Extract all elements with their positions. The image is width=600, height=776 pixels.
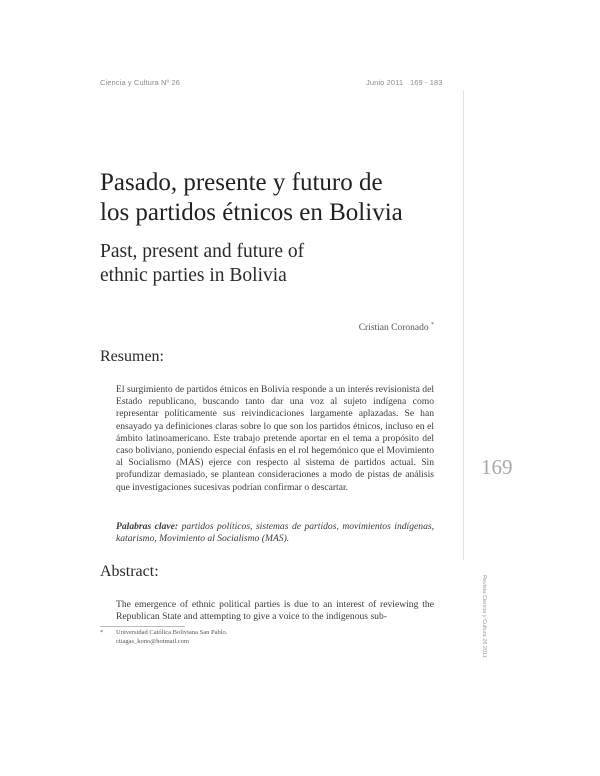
keywords-list: partidos políticos, sistemas de partidos, movimientos indígenas, katarismo, Movimiento al Socialismo (MAS). (116, 521, 434, 545)
title-spanish-line1: Pasado, presente y futuro de (100, 169, 383, 196)
footnote-affiliation: Universidad Católica Boliviana San Pablo. (116, 629, 228, 636)
footnote-mark: * (100, 629, 104, 636)
header-pages: 169 - 183 (410, 78, 443, 87)
journal-vertical-text: Revista Ciencia y Cultura 26 2011 (481, 575, 487, 658)
author-name: Cristian Coronado (358, 323, 429, 334)
footnote-email: ctiagas_kono@hotmail.com (116, 638, 189, 645)
margin-rule (463, 90, 464, 560)
title-english-line1: Past, present and future of (100, 241, 305, 262)
header-date: Junio 2011 (366, 78, 404, 87)
title-spanish-line2: los partidos étnicos en Bolivia (100, 199, 403, 226)
title-english-line2: ethnic parties in Bolivia (100, 265, 287, 286)
keywords-label: Palabras clave: (116, 521, 179, 532)
footnote-rule (100, 626, 185, 627)
journal-header: Ciencia y Cultura Nº 26 (100, 78, 181, 87)
author-footnote-mark: * (431, 322, 434, 328)
abstract-heading: Abstract: (100, 563, 159, 580)
keywords (116, 521, 434, 545)
resumen-text: El surgimiento de partidos étnicos en Bolivia responde a un interés revisionista del Estado republicano, buscando tanto dar una voz al sujeto indígena como representar políticamente sus reivindicaciones largamente aplazadas. Se han ensayado ya definiciones claras sobre lo que son los partidos étnicos, incluso en el ámbito latinoamericano. Este trabajo pretende aportar en el tema a propósito del caso boliviano, poniendo especial énfasis en el rol hegemónico que el Movimiento al Socialismo (MAS) ejerce con respecto al sistema de partidos actual. Sin profundizar demasiado, se plantean consideraciones a modo de pistas de análisis que investigaciones sucesivas podrían confirmar o descartar. (116, 384, 434, 493)
abstract-text: The emergence of ethnic political parties is due to an interest of reviewing the Republican State and attempting to give a voice to the indigenous sub- (116, 599, 434, 623)
author (300, 322, 434, 333)
page-number: 169 (481, 455, 513, 479)
resumen-heading: Resumen: (100, 348, 164, 365)
